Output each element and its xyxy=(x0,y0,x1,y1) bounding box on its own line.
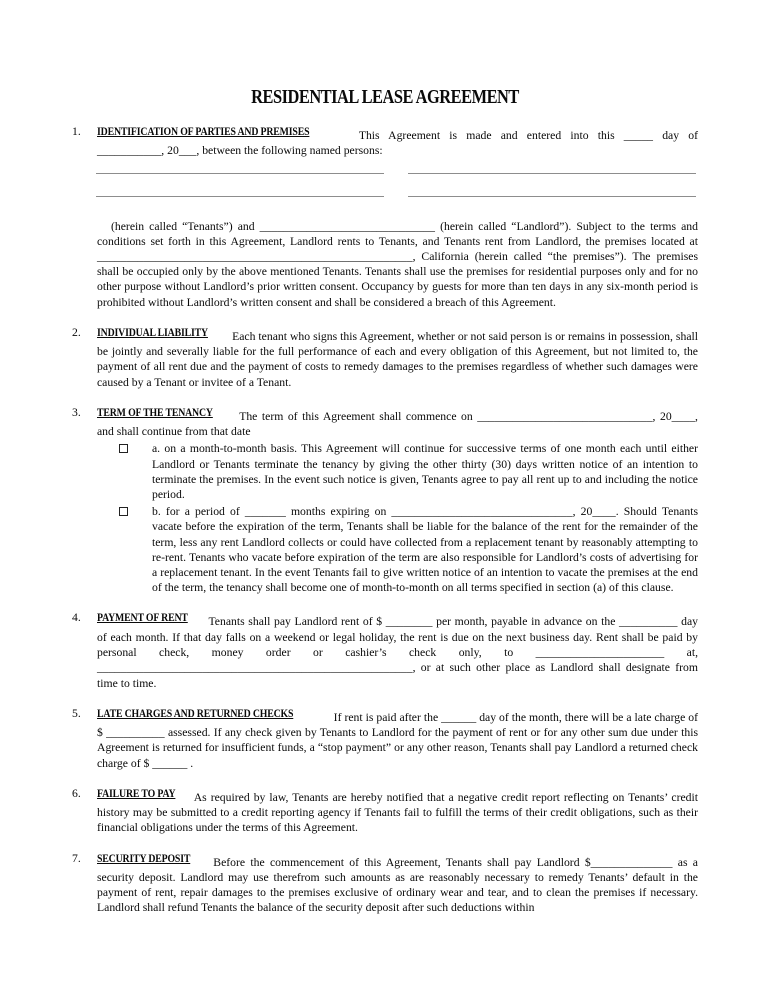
clause-heading-wrap xyxy=(97,405,235,420)
clause-heading: PAYMENT OF RENT xyxy=(97,611,188,625)
clause-heading-wrap xyxy=(97,325,229,340)
clause-payment-of-rent xyxy=(72,610,698,690)
clause-subitem-b xyxy=(119,504,698,595)
clause-text: If rent is paid after the ______ day of the month, there will be a late charge of $ __________ assessed. If any check given by Tenants to Landlord for the payment of rent or for any other sum due under this Agreement is returned for insufficient funds, a “stop payment” or any other reason, Tenants shall pay Landlord a returned check charge of $ ______ . xyxy=(97,710,699,770)
clause-number: 6. xyxy=(72,786,81,800)
clause-text: Each tenant who signs this Agreement, whether or not said person is or remains in possession, shall be jointly and severally liable for the full performance of each and every obligation of this Agreement, but not limited to, the payment of all rent due and the payment of costs to remedy damages to the premises regardless of whether such damages were caused by a Tenant or invitee of a Tenant. xyxy=(97,330,699,389)
clause-security-deposit xyxy=(72,851,698,916)
signature-lines-grid xyxy=(96,173,696,197)
document-title: RESIDENTIAL LEASE AGREEMENT xyxy=(251,86,519,108)
clause-failure-to-pay xyxy=(72,786,698,836)
clause-number: 2. xyxy=(72,325,81,339)
clause-heading: TERM OF THE TENANCY xyxy=(97,405,213,419)
clause-text: This Agreement is made and entered into this _____ day of ___________, 20___, between the following named persons: xyxy=(97,129,698,158)
clause-heading-wrap xyxy=(97,610,205,625)
clause-heading-wrap xyxy=(97,124,350,139)
clause-number: 3. xyxy=(72,405,81,419)
clause-heading: SECURITY DEPOSIT xyxy=(97,851,191,865)
clause-term-of-the-tenancy xyxy=(72,405,698,440)
clause-number: 4. xyxy=(72,611,81,625)
clause-text: As required by law, Tenants are hereby notified that a negative credit report reflecting on Tenants’ credit history may be submitted to a credit reporting agency if Tenants fail to fulfill the terms of their credit obligations, such as their financial obligations under the terms of this Agreement. xyxy=(97,790,698,835)
subitem-text: for a period of _______ months expiring on _______________________________, 20____. Should Tenants vacate before the expiration of the term, Tenants shall be liable for the balance of the rent for the remainder of the term, less any rent Landlord collects or could have collected from a replacement tenant by reasonably attempting to re-rent. Tenants who vacate before expiration of the term are also responsible for Landlord’s costs of advertising for a replacement tenant. In the event Tenants fail to give written notice of an intention to vacate the premises at the end of the term, the tenancy shall become one of month-to-month on all terms specified in section (a) of this clause. xyxy=(152,505,699,595)
signature-line-row xyxy=(96,173,696,174)
clause-text: Before the commencement of this Agreement, Tenants shall pay Landlord $______________ as a security deposit. Landlord may use therefrom such amounts as are reasonably necessary to remedy Tenants’ default in the payment of rent, repair damages to the premises exclusive of ordinary wear and tear, and to clean the premises if necessary. Landlord shall refund Tenants the balance of the security deposit after such deductions within xyxy=(97,855,698,915)
clause-number: 7. xyxy=(72,851,81,865)
signature-line-tenant-3[interactable] xyxy=(96,196,384,197)
subitem-label: a. xyxy=(152,442,161,456)
clause-heading-wrap xyxy=(97,706,331,721)
clause-late-charges-returned-checks xyxy=(72,706,698,771)
checkbox-icon-month-to-month[interactable] xyxy=(119,444,128,453)
subitem-text: on a month-to-month basis. This Agreement will continue for successive terms of one month each until either Landlord or Tenants terminate the tenancy by giving the other thirty (30) days written notice of an intention to terminate the premises. In the event such notice is given, Tenants agree to pay all rent up to and including the notice period. xyxy=(152,442,698,502)
clause-individual-liability xyxy=(72,325,698,390)
clause-continuation-text: (herein called “Tenants”) and ______________________________ (herein called “Landlord”). Subject to the terms and conditions set forth in this Agreement, Landlord rents to Tenants, and Tenants rent from Landlord, the premises located at ______________________________________________________, California (herein called “the premises”). The premises shall be occupied only by the above mentioned Tenants. Tenants shall use the premises for residential purposes only and for no other purpose without Landlord’s prior written consent. Occupancy by guests for more than ten days in any six-month period is prohibited without Landlord’s written consent and shall be considered a breach of this Agreement. xyxy=(97,219,698,309)
signature-line-row xyxy=(96,196,696,197)
clause-heading-wrap xyxy=(97,786,190,801)
clause-number: 1. xyxy=(72,125,81,138)
clause-heading: INDIVIDUAL LIABILITY xyxy=(97,325,208,339)
clause-subitem-a xyxy=(119,441,698,502)
signature-line-tenant-4[interactable] xyxy=(408,196,696,197)
clause-heading: LATE CHARGES AND RETURNED CHECKS xyxy=(97,706,294,720)
clause-number: 5. xyxy=(72,706,81,720)
clause-identification-continuation xyxy=(72,219,698,310)
signature-line-tenant-2[interactable] xyxy=(408,173,696,174)
clause-identification-of-parties xyxy=(72,124,698,159)
clause-heading: IDENTIFICATION OF PARTIES AND PREMISES xyxy=(97,125,310,138)
subitem-label: b. xyxy=(152,505,161,519)
checkbox-icon-fixed-term[interactable] xyxy=(119,507,128,516)
clause-text: The term of this Agreement shall commence on ______________________________, 20____, and shall continue from that date xyxy=(97,410,698,439)
clause-heading-wrap xyxy=(97,851,208,866)
clause-heading: FAILURE TO PAY xyxy=(97,786,176,800)
signature-line-tenant-1[interactable] xyxy=(96,173,384,174)
clause-text: Tenants shall pay Landlord rent of $ ________ per month, payable in advance on the __________ day of each month. If that day falls on a weekend or legal holiday, the rent is due on the next business day. Rent shall be paid by personal check, money order or cashier’s check only, to ______________________ at, ______________________________________________________, or at such other place as Landlord shall designate from time to time. xyxy=(97,615,698,690)
